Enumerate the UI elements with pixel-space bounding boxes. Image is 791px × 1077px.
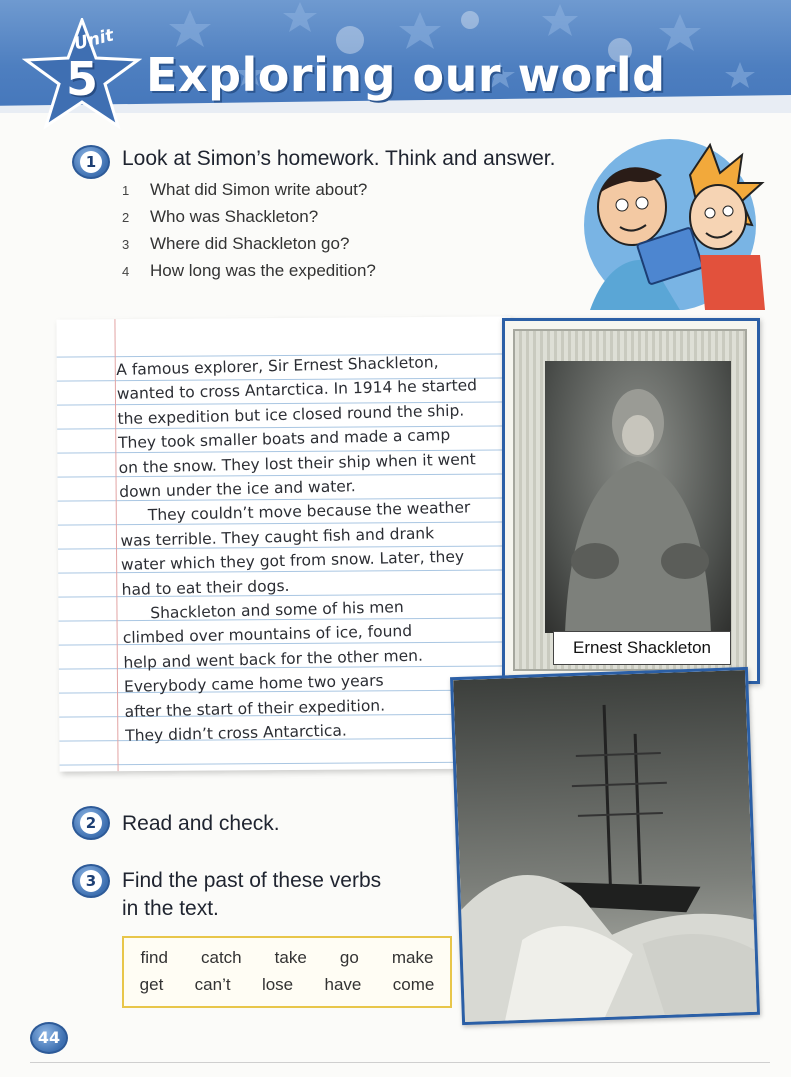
verb-word: catch bbox=[200, 948, 242, 967]
exercise-3-badge: 3 bbox=[72, 864, 110, 898]
verb-word-box bbox=[122, 936, 452, 1008]
question-list bbox=[122, 180, 376, 288]
list-item: 1 What did Simon write about? bbox=[122, 180, 368, 199]
verb-word: get bbox=[139, 975, 164, 994]
children-illustration bbox=[570, 135, 770, 310]
exercise-1-heading: Look at Simon’s homework. Think and answer. bbox=[122, 147, 556, 170]
text-line: They couldn’t move because the weather bbox=[147, 498, 471, 525]
list-item: 4 How long was the expedition? bbox=[122, 261, 376, 280]
page-title: Exploring our world bbox=[146, 48, 666, 102]
text-line: Everybody came home two years bbox=[123, 671, 384, 697]
page-number: 44 bbox=[30, 1022, 68, 1054]
verb-word: lose bbox=[261, 975, 294, 994]
ship-photo bbox=[450, 667, 760, 1025]
text-line: was terrible. They caught fish and drank bbox=[120, 524, 435, 550]
verb-word: make bbox=[391, 948, 434, 967]
text-line: wanted to cross Antarctica. In 1914 he started bbox=[116, 376, 478, 404]
portrait-frame bbox=[502, 318, 760, 684]
ornate-border bbox=[513, 329, 747, 671]
footer-divider bbox=[30, 1062, 770, 1063]
text-line: They took smaller boats and made a camp bbox=[117, 426, 451, 453]
text-line: had to eat their dogs. bbox=[121, 576, 290, 599]
portrait-caption: Ernest Shackleton bbox=[553, 631, 731, 665]
unit-label: Unit bbox=[72, 25, 116, 55]
text-line: after the start of their expedition. bbox=[124, 696, 386, 721]
exercise-2-badge: 2 bbox=[72, 806, 110, 840]
text-line: on the snow. They lost their ship when it went bbox=[118, 449, 476, 477]
text-line: Shackleton and some of his men bbox=[150, 598, 404, 623]
list-item: 2 Who was Shackleton? bbox=[122, 207, 319, 226]
verb-word: take bbox=[274, 948, 307, 967]
text-line: water which they got from snow. Later, they bbox=[120, 547, 465, 575]
exercise-3-heading-line2: in the text. bbox=[122, 897, 219, 920]
word-row bbox=[124, 975, 450, 995]
homework-text bbox=[116, 349, 505, 749]
verb-word: can’t bbox=[194, 975, 231, 994]
verb-word: go bbox=[339, 948, 359, 967]
text-line: the expedition but ice closed round the ship. bbox=[117, 401, 465, 428]
text-line: climbed over mountains of ice, found bbox=[122, 622, 413, 648]
text-line: They didn’t cross Antarctica. bbox=[125, 721, 348, 745]
text-line: help and went back for the other men. bbox=[123, 646, 424, 672]
exercise-3-heading-line1: Find the past of these verbs bbox=[122, 869, 382, 892]
shackleton-photo bbox=[545, 361, 731, 633]
word-row bbox=[124, 948, 450, 968]
text-line: A famous explorer, Sir Ernest Shackleton, bbox=[116, 353, 439, 379]
verb-word: find bbox=[140, 948, 168, 967]
unit-number: 5 bbox=[66, 52, 99, 106]
exercise-2-heading: Read and check. bbox=[122, 812, 280, 835]
verb-word: come bbox=[392, 975, 435, 994]
text-line: down under the ice and water. bbox=[119, 477, 356, 501]
exercise-1-badge: 1 bbox=[72, 145, 110, 179]
list-item: 3 Where did Shackleton go? bbox=[122, 234, 350, 253]
verb-word: have bbox=[324, 975, 362, 994]
